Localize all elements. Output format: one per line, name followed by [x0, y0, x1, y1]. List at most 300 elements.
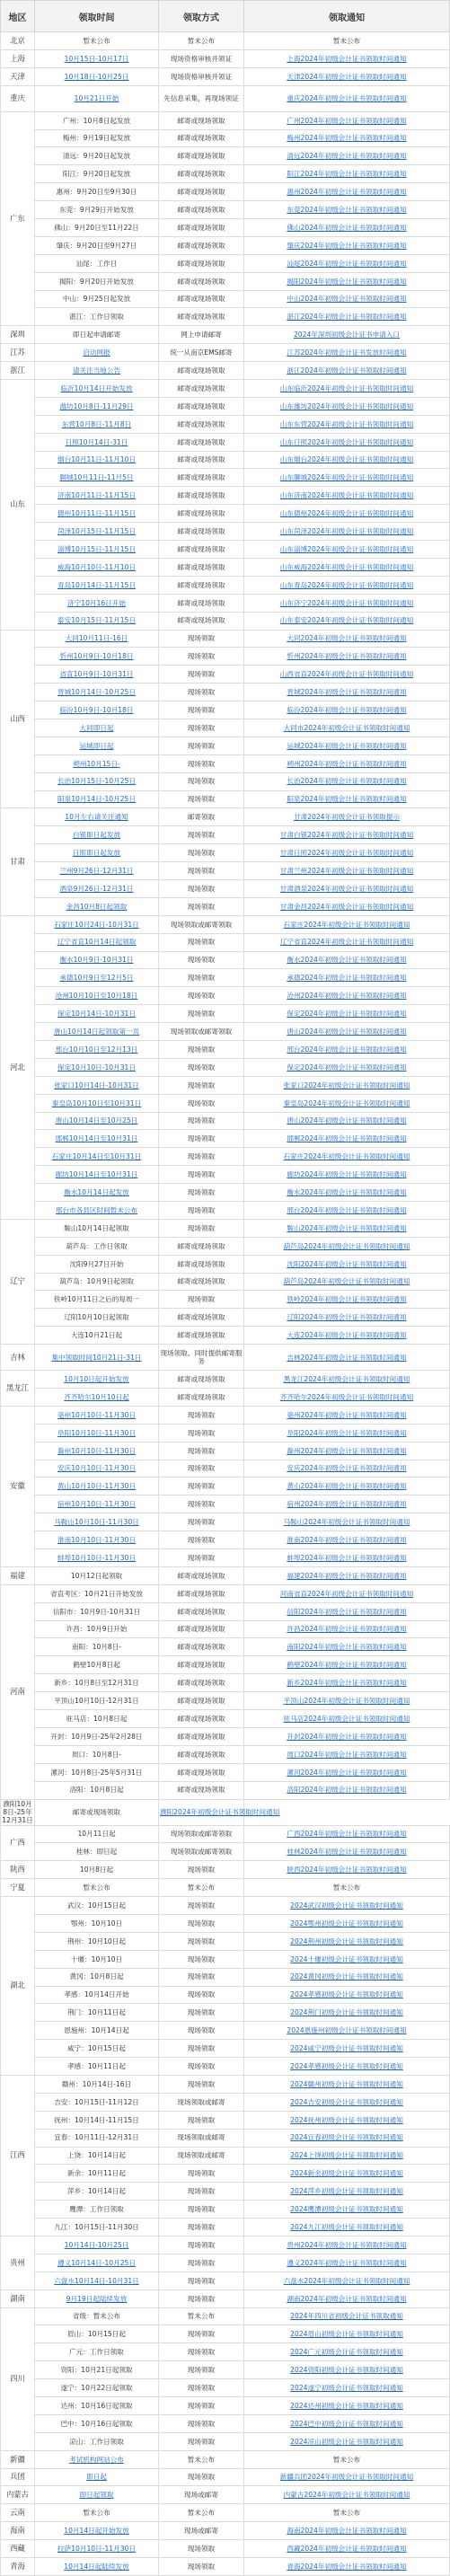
notice-link[interactable]: 2024武汉初级会计证书领取时间通知 [290, 1901, 403, 1910]
time-text: 资阳：10月21日起领取 [60, 2366, 133, 2375]
notice-link[interactable]: 揭阳2024年初级会计证书领取时间通知 [287, 277, 407, 286]
notice-link[interactable]: 大同2024年初级会计证书领取时间通知 [287, 634, 407, 643]
notice-link[interactable]: 山东日照2024年初级会计证书领取时间通知 [279, 437, 414, 446]
notice-link[interactable]: 2024广元初级会计证书领取时间通知 [290, 2348, 403, 2357]
notice-cell [244, 2379, 450, 2397]
time-link[interactable]: 大同10月11日-16日 [65, 634, 128, 643]
table-row [1, 2254, 450, 2272]
notice-link[interactable]: 保定2024年初级会计证书领取时间通知 [287, 1063, 407, 1072]
notice-link[interactable]: 齐齐哈尔2024年初级会计证书领取时间通知 [279, 1392, 414, 1401]
notice-link[interactable]: 2024巴中初级会计证书领取时间通知 [290, 2419, 403, 2428]
notice-link[interactable]: 2024鹰潭初级会计证书领取时间通知 [290, 2205, 403, 2214]
time-link[interactable]: 衡水10月9日-10月31日 [59, 956, 134, 965]
notice-link[interactable]: 湖南2024年初级会计证书领取时间通知 [287, 2294, 407, 2303]
notice-link[interactable]: 新乡2024年初级会计证书领取时间通知 [287, 1679, 407, 1688]
notice-link[interactable]: 朔州2024年初级会计证书领取时间通知 [287, 759, 407, 768]
notice-cell [244, 2058, 450, 2076]
time-link[interactable]: 朔州10月15日- [73, 759, 120, 768]
notice-link[interactable]: 山东菏泽2024年初级会计证书领取时间通知 [279, 527, 414, 535]
notice-link[interactable]: 山东济宁2024年初级会计证书领取时间通知 [279, 598, 414, 607]
method-cell: 现场领取 [159, 1968, 244, 1986]
notice-link[interactable]: 2024资阳初级会计证书领取时间通知 [290, 2366, 403, 2375]
method-cell: 邮寄或现场领取 [159, 505, 244, 523]
time-link[interactable]: 东营10月8日-11月8日 [61, 419, 132, 428]
method-cell: 先信息采集，再现场领证 [159, 85, 244, 111]
time-text: 省级：暂未公布 [72, 2312, 121, 2321]
time-link[interactable]: 拉萨10月10日-11月30日 [57, 2544, 136, 2553]
notice-link[interactable]: 桂林2024年初级会计证书领取时间通知 [287, 1848, 407, 1857]
notice-link[interactable]: 青海2024年初级会计证书领取时间通知 [287, 2562, 407, 2571]
notice-link[interactable]: 晋城2024年初级会计证书领取时间通知 [287, 688, 407, 697]
notice-link[interactable]: 山东聊城2024年初级会计证书领取时间通知 [279, 473, 414, 482]
notice-link[interactable]: 浙江2024年初级会计证书领取时间通知 [287, 366, 407, 375]
notice-cell [244, 308, 450, 326]
time-link[interactable]: 齐齐哈尔10月10日起 [64, 1392, 129, 1401]
time-link[interactable]: 10月21日开始 [74, 94, 119, 103]
time-text: 葫芦岛：10月9日起领取 [59, 1277, 134, 1286]
time-link[interactable]: 运城即日起 [79, 741, 114, 750]
notice-link[interactable]: 鹤壁2024年初级会计证书领取时间通知 [287, 1661, 407, 1670]
table-row [1, 201, 450, 219]
notice-cell [244, 1424, 450, 1442]
notice-link[interactable]: 2024新余初级会计证书领取时间通知 [290, 2169, 403, 2178]
time-link[interactable]: 日照即日起发放 [72, 849, 121, 858]
time-link[interactable]: 安庆10月10日-11月30日 [57, 1464, 136, 1473]
time-link[interactable]: 菏泽10月15日-11月15日 [57, 527, 136, 535]
notice-link[interactable]: 山东青岛2024年初级会计证书领取时间通知 [279, 580, 414, 589]
time-link[interactable]: 潍坊10月8日-11月29日 [59, 401, 134, 410]
notice-link[interactable]: 西藏2024年初级会计证书领取时间通知 [287, 2544, 407, 2553]
time-link[interactable]: 忻州10月9日-10月18日 [59, 652, 134, 661]
table-row [1, 2075, 450, 2093]
notice-cell [244, 1255, 450, 1273]
method-cell: 现场领取 [159, 951, 244, 969]
method-cell: 邮寄或现场领取 [159, 1781, 244, 1799]
notice-link[interactable]: 2024鄂州初级会计证书领取时间通知 [290, 1919, 403, 1928]
notice-link[interactable]: 内蒙古2024年初级会计证书领取时间通知 [283, 2491, 410, 2500]
notice-link[interactable]: 山东泰安2024年初级会计证书领取时间通知 [279, 616, 414, 625]
method-cell: 现场领取 [159, 1513, 244, 1531]
time-link[interactable]: 邢台10月10日至12月13日 [55, 1045, 138, 1054]
notice-link[interactable]: 汕尾2024年初级会计证书领取时间通知 [287, 259, 407, 268]
time-link[interactable]: 张家口10月14日-10月31日 [54, 1081, 139, 1090]
time-link[interactable]: 集中领取时间10月21日-31日 [51, 1353, 142, 1362]
time-text: 开封：10月9日-25年2月28日 [50, 1732, 143, 1741]
notice-link[interactable]: 廊坊2024年初级会计证书领取时间通知 [287, 1170, 407, 1179]
notice-link[interactable]: 辽阳2024年初级会计证书领取时间通知 [287, 1313, 407, 1322]
notice-link[interactable]: 甘肃酒泉2024年初级会计证书领取时间通知 [279, 884, 414, 893]
notice-link[interactable]: 大同市2024年初级会计证书领取时间通知 [283, 723, 410, 732]
time-link[interactable]: 阳泉10月14日-10月25日 [57, 795, 136, 804]
notice-link[interactable]: 阜阳2024年初级会计证书领取时间通知 [287, 1428, 407, 1437]
notice-link[interactable]: 衡水2024年初级会计证书领取时间通知 [287, 1187, 407, 1196]
notice-link[interactable]: 河南省直2024年初级会计证书领取时间通知 [279, 1589, 414, 1598]
method-cell: 邮寄或现场领取 [159, 236, 244, 254]
time-link[interactable]: 淄博10月15日-11月15日 [57, 544, 136, 553]
notice-cell [244, 487, 450, 505]
notice-link[interactable]: 海南2024年初级会计证书领取时间通知 [287, 2527, 407, 2536]
time-link[interactable]: 邢台市各县区时间暂未公布 [55, 1205, 138, 1214]
method-cell: 现场领取 [159, 987, 244, 1005]
notice-link[interactable]: 贵州2024年初级会计证书领取时间通知 [287, 2240, 407, 2249]
time-link[interactable]: 马鞍山10月10日-11月30日 [54, 1518, 139, 1527]
notice-link[interactable]: 张家口2024年初级会计证书领取时间通知 [283, 1081, 410, 1090]
method-cell: 邮寄或现场领取 [159, 415, 244, 433]
notice-link[interactable]: 甘肃2024年初级会计证书领取提示 [293, 813, 401, 822]
time-link[interactable]: 泰安10月15日-11月15日 [57, 616, 136, 625]
notice-link[interactable]: 保定2024年初级会计证书领取时间通知 [287, 1010, 407, 1019]
notice-link[interactable]: 2024十堰初级会计证书领取时间通知 [290, 1954, 403, 1963]
time-text: 周口：10月8日- [71, 1750, 122, 1759]
time-link[interactable]: 晋城10月14日-10月25日 [57, 688, 136, 697]
time-link[interactable]: 即日起 [86, 2473, 107, 2482]
method-cell: 邮寄或现场领取 [159, 111, 244, 129]
time-link[interactable]: 邯郸10月14日至10月31日 [55, 1134, 138, 1143]
table-row [1, 1692, 450, 1710]
time-cell [35, 1781, 159, 1799]
table-row [1, 1076, 450, 1094]
time-link[interactable]: 宿州10月10日-11月30日 [57, 1500, 136, 1509]
time-cell [1, 1799, 35, 1825]
notice-link[interactable]: 肇庆2024年初级会计证书领取时间通知 [287, 241, 407, 250]
notice-link[interactable]: 洛阳2024年初级会计证书领取时间通知 [287, 1786, 407, 1795]
notice-link[interactable]: 2024孝感初级会计证书领取时间通知 [290, 1990, 403, 1999]
time-link[interactable]: 10月14日起陆续发放 [64, 2562, 129, 2571]
notice-link[interactable]: 2024抚州初级会计证书领取时间通知 [290, 2115, 403, 2124]
notice-cell [244, 1112, 450, 1130]
time-link[interactable]: 衡水10月14日起发放 [64, 1187, 129, 1196]
table-row [1, 487, 450, 505]
time-link[interactable]: 金昌10月8日起领取 [66, 902, 128, 911]
time-cell [35, 1371, 159, 1389]
time-link[interactable]: 大同即日起 [79, 723, 114, 732]
notice-link[interactable]: 新疆兵团2024年初级会计证书领取时间通知 [279, 2473, 414, 2482]
time-link[interactable]: 日照10月14日-31日 [65, 437, 128, 446]
notice-link[interactable]: 2024恩施州初级会计证书领取时间通知 [287, 2026, 407, 2035]
notice-cell [244, 1219, 450, 1237]
notice-link[interactable]: 辽宁省直2024年初级会计证书领取时间通知 [279, 938, 414, 947]
notice-link[interactable]: 运城2024年初级会计证书领取时间通知 [287, 741, 407, 750]
notice-link[interactable]: 唐山2024年初级会计证书领取时间通知 [287, 1027, 407, 1036]
notice-link[interactable]: 沈阳2024年初级会计证书领取时间通知 [287, 1259, 407, 1268]
table-row [1, 2307, 450, 2325]
method-cell: 邮寄或现场领取 [159, 397, 244, 415]
notice-link[interactable]: 驻马店2024年初级会计证书领取时间通知 [283, 1714, 410, 1723]
notice-link[interactable]: 阳泉2024年初级会计证书领取时间通知 [287, 795, 407, 804]
notice-cell [244, 1914, 450, 1932]
time-cell [35, 844, 159, 862]
notice-link[interactable]: 邢台2024年初级会计证书领取时间通知 [287, 1045, 407, 1054]
notice-link[interactable]: 天津2024年初级会计证书领取时间通知 [287, 72, 407, 81]
notice-link[interactable]: 陕西2024年初级会计证书领取时间通知 [287, 1866, 407, 1875]
method-cell: 现场领取 [159, 1531, 244, 1549]
time-link[interactable]: 兰州9月26日-12月31日 [59, 866, 134, 875]
notice-link[interactable]: 黄山2024年初级会计证书领取时间通知 [287, 1482, 407, 1491]
notice-link[interactable]: 亳州2024年初级会计证书领取时间通知 [287, 1410, 407, 1419]
notice-link[interactable]: 2024荆州初级会计证书领取时间通知 [290, 1936, 403, 1945]
method-cell: 现场领取 [159, 2022, 244, 2040]
time-link[interactable]: 亳州10月10日-11月30日 [57, 1410, 136, 1419]
notice-link[interactable]: 山东威海2024年初级会计证书领取时间通知 [279, 562, 414, 571]
time-cell [35, 2450, 159, 2468]
method-cell: 邮寄或现场领取 [159, 254, 244, 272]
time-link[interactable]: 阜阳10月10日-11月30日 [57, 1428, 136, 1437]
notice-link[interactable]: 广西2024年初级会计证书领取时间通知 [287, 1830, 407, 1839]
notice-link[interactable]: 上海2024年初级会计证书领取时间通知 [287, 54, 407, 63]
time-link[interactable]: 秦皇岛10月10日至10月31日 [51, 1098, 142, 1107]
time-link[interactable]: 10月10日起开始发放 [64, 1374, 129, 1383]
time-link[interactable]: 蚌埠10月10日-11月30日 [57, 1553, 136, 1562]
time-link[interactable]: 聊城10月11日-11月5日 [59, 473, 134, 482]
time-link[interactable]: 沧州10月10日至10月18日 [55, 992, 138, 1001]
time-cell [35, 915, 159, 933]
notice-link[interactable]: 2024萍乡初级会计证书领取时间通知 [290, 2187, 403, 2196]
time-link[interactable]: 请关注当地公告 [72, 366, 121, 375]
notice-link[interactable]: 长治2024年初级会计证书领取时间通知 [287, 777, 407, 786]
time-cell [35, 2272, 159, 2289]
notice-link[interactable]: 山东淄博2024年初级会计证书领取时间通知 [279, 544, 414, 553]
notice-link[interactable]: 山东东营2024年初级会计证书领取时间通知 [279, 419, 414, 428]
notice-link[interactable]: 平顶山2024年初级会计证书领取时间通知 [283, 1697, 410, 1705]
time-link[interactable]: 白银即日起发放 [72, 831, 121, 840]
notice-link[interactable]: 甘肃日照2024年初级会计证书领取时间通知 [279, 849, 414, 858]
notice-link[interactable]: 东莞2024年初级会计证书领取时间通知 [287, 205, 407, 214]
notice-link[interactable]: 沧州2024年初级会计证书领取时间通知 [287, 992, 407, 1001]
time-link[interactable]: 保定10月10日-10月31日 [57, 1063, 136, 1072]
notice-link[interactable]: 重庆2024年初级会计证书领取时间通知 [287, 94, 407, 103]
notice-link[interactable]: 山东潍坊2024年初级会计证书领取时间通知 [279, 401, 414, 410]
notice-link[interactable]: 2024吉安初级会计证书领取时间通知 [290, 2097, 403, 2106]
time-text: 荆门：10月11日起 [67, 2008, 126, 2017]
notice-link[interactable]: 开封2024年初级会计证书领取时间通知 [287, 1732, 407, 1741]
time-link[interactable]: 10月14日-10月25日 [64, 2240, 129, 2249]
notice-link[interactable]: 邢台2024年初级会计证书领取时间通知 [287, 1205, 407, 1214]
region-cell: 重庆 [1, 85, 35, 111]
method-cell: 统一从南京EMS邮寄 [159, 344, 244, 362]
notice-link[interactable]: 山东临沂2024年初级会计证书领取时间通知 [279, 384, 414, 393]
time-link[interactable]: 9月19日起陆续发放 [66, 2294, 128, 2303]
notice-link[interactable]: 铁岭2024年初级会计证书领取时间通知 [287, 1295, 407, 1304]
time-link[interactable]: 考试机构网站公布 [69, 2455, 124, 2464]
table-row [1, 754, 450, 772]
time-link[interactable]: 淮南10月10日-11月30日 [57, 1535, 136, 1544]
notice-link[interactable]: 阳江2024年初级会计证书领取时间通知 [287, 170, 407, 179]
time-text: 铁岭10月11日之后的每周一 [53, 1295, 140, 1304]
time-link[interactable]: 遵义10月14日-10月25日 [57, 2258, 136, 2267]
time-link[interactable]: 黄山10月10日-11月30日 [57, 1482, 136, 1491]
notice-link[interactable]: 2024黄冈初级会计证书领取时间通知 [290, 1972, 403, 1981]
time-link[interactable]: 德州10月11日-11月15日 [57, 509, 136, 518]
time-link[interactable]: 长治10月15日-10月25日 [57, 777, 136, 786]
notice-cell [244, 1692, 450, 1710]
notice-link[interactable]: 2024荆门初级会计证书领取时间通知 [290, 2008, 403, 2017]
notice-link[interactable]: 中山2024年初级会计证书领取时间通知 [287, 295, 407, 304]
notice-link[interactable]: 山东烟台2024年初级会计证书领取时间通知 [279, 455, 414, 464]
time-link[interactable]: 济宁10月16日开始 [67, 598, 126, 607]
time-link[interactable]: 威海10月10日-11月10日 [57, 562, 136, 571]
notice-link[interactable]: 2024赣州初级会计证书领取时间通知 [290, 2079, 403, 2088]
time-link[interactable]: 滁州10月10日-11月30日 [57, 1446, 136, 1455]
notice-cell [244, 1327, 450, 1345]
notice-link[interactable]: 秦皇岛2024年初级会计证书领取时间通知 [283, 1098, 410, 1107]
notice-cell [244, 1130, 450, 1148]
time-cell [35, 987, 159, 1005]
notice-link[interactable]: 2024年四川省初级会计证书领取通知 [290, 2312, 403, 2321]
notice-link[interactable]: 葫芦岛2024年初级会计证书领取时间通知 [283, 1241, 410, 1250]
notice-link[interactable]: 遵义2024年初级会计证书领取时间通知 [287, 2258, 407, 2267]
notice-cell [244, 451, 450, 469]
notice-link[interactable]: 2024年深圳初级会计证书申请入口 [293, 331, 401, 340]
notice-link[interactable]: 吉林2024年初级会计证书领取时间通知 [287, 1353, 407, 1362]
notice-link[interactable]: 周口2024年初级会计证书领取时间通知 [287, 1750, 407, 1759]
notice-link[interactable]: 山东德州2024年初级会计证书领取时间通知 [279, 509, 414, 518]
notice-link[interactable]: 葫芦岛2024年初级会计证书领取时间通知 [283, 1277, 410, 1286]
notice-link[interactable]: 甘肃金昌2024年初级会计证书领取时间通知 [279, 902, 414, 911]
notice-link[interactable]: 安庆2024年初级会计证书领取时间通知 [287, 1464, 407, 1473]
time-cell [35, 2075, 159, 2093]
table-row [1, 737, 450, 754]
time-link[interactable]: 承德10月9日至12月5日 [59, 974, 134, 983]
notice-link[interactable]: 2024宜春初级会计证书领取时间通知 [290, 2133, 403, 2142]
method-cell: 邮寄或现场领取 [159, 594, 244, 612]
notice-cell [244, 648, 450, 666]
time-cell [35, 1023, 159, 1041]
time-cell [35, 1602, 159, 1620]
notice-link[interactable]: 2024遂宁初级会计证书领取时间通知 [290, 2383, 403, 2392]
notice-link[interactable]: 2024眉山初级会计证书领取时间通知 [290, 2330, 403, 2339]
method-cell: 现场领取 [159, 2432, 244, 2450]
notice-link[interactable]: 2024咸宁初级会计证书领取时间通知 [290, 2044, 403, 2053]
notice-link[interactable]: 南阳2024年初级会计证书领取时间通知 [287, 1643, 407, 1652]
time-link[interactable]: 临沂10月14日开始发放 [60, 384, 133, 393]
time-link[interactable]: 唐山10月14日至10月25日 [55, 1116, 138, 1125]
time-link[interactable]: 烟台10月11日-11月10日 [57, 455, 136, 464]
time-link[interactable]: 唐山10月14日起领取第一页 [53, 1027, 140, 1036]
method-cell: 邮寄或现场领取 [159, 487, 244, 505]
time-text: 鹰潭：工作日领取 [69, 2205, 124, 2214]
notice-link[interactable]: 2024孝感初级会计证书领取时间通知 [290, 2061, 403, 2070]
time-link[interactable]: 石家庄10月14日至10月31日 [51, 1152, 142, 1161]
notice-link[interactable]: 滁州2024年初级会计证书领取时间通知 [287, 1446, 407, 1455]
notice-link[interactable]: 石家庄2024年初级会计证书领取时间通知 [283, 1152, 410, 1161]
time-link[interactable]: 廊坊10月14日至10月31日 [55, 1170, 138, 1179]
notice-link[interactable]: 山东济南2024年初级会计证书领取时间通知 [279, 491, 414, 500]
region-cell: 青海 [1, 2558, 35, 2576]
notice-link[interactable]: 甘肃白银2024年初级会计证书领取时间通知 [279, 831, 414, 840]
method-cell: 现场领取 [159, 630, 244, 648]
notice-link[interactable]: 2024凉山初级会计证书领取时间通知 [290, 2437, 403, 2446]
time-link[interactable]: 即日起领取 [79, 2491, 114, 2500]
notice-link[interactable]: 鞍山2024年初级会计证书领取时间通知 [287, 1223, 407, 1232]
table-row [1, 67, 450, 85]
notice-link[interactable]: 石家庄2024年初级会计证书领取时间通知 [283, 920, 410, 929]
time-cell [35, 111, 159, 129]
time-text: 佛山：9月20日至11月22日 [54, 223, 139, 232]
table-row [1, 1273, 450, 1291]
notice-link[interactable]: 许昌2024年初级会计证书领取时间通知 [287, 1625, 407, 1634]
method-cell: 现场领取 [159, 969, 244, 987]
method-cell: 现场领取 [159, 2058, 244, 2076]
notice-cell [244, 1442, 450, 1460]
notice-link[interactable]: 2024达州初级会计证书领取时间通知 [290, 2401, 403, 2410]
time-link[interactable]: 省直10月9日-10月31日 [59, 670, 134, 679]
time-link[interactable]: 青岛10月14日-11月15日 [57, 580, 136, 589]
time-link[interactable]: 辽宁省直10月14日起领取 [57, 938, 137, 947]
time-text: 恩施州：10月14日起 [64, 2026, 129, 2035]
time-text: 中山：9月25日起发放 [62, 295, 131, 304]
notice-link[interactable]: 信阳2024年初级会计证书领取时间通知 [287, 1607, 407, 1616]
time-text: 10月8日起 [79, 1866, 114, 1875]
notice-link[interactable]: 衡水2024年初级会计证书领取时间通知 [287, 956, 407, 965]
notice-link[interactable]: 蚌埠2024年初级会计证书领取时间通知 [287, 1553, 407, 1562]
notice-link[interactable]: 福建2024年初级会计证书领取时间通知 [287, 1571, 407, 1580]
time-link[interactable]: 济南10月11日-11月15日 [57, 491, 136, 500]
table-row [1, 2272, 450, 2289]
time-link[interactable]: 启动网报 [83, 348, 110, 357]
notice-link[interactable]: 邯郸2024年初级会计证书领取时间通知 [287, 1134, 407, 1143]
table-row [1, 2343, 450, 2361]
notice-link[interactable]: 梅州2024年初级会计证书领取时间通知 [287, 134, 407, 143]
notice-link[interactable]: 2024九江初级会计证书领取时间通知 [290, 2222, 403, 2231]
notice-link[interactable]: 山西省直2024年初级会计证书领取时间通知 [279, 670, 414, 679]
notice-link[interactable]: 漯河2024年初级会计证书领取时间通知 [287, 1768, 407, 1777]
table-row [1, 2183, 450, 2201]
notice-link[interactable]: 宿州2024年初级会计证书领取时间通知 [287, 1500, 407, 1509]
time-link[interactable]: 临汾10月9日-10月18日 [59, 705, 134, 714]
notice-link[interactable]: 淮南2024年初级会计证书领取时间通知 [287, 1535, 407, 1544]
time-link[interactable]: 石家庄10月24日-10月31日 [54, 920, 139, 929]
notice-link[interactable]: 广州2024年初级会计证书领取时间通知 [287, 116, 407, 125]
time-link[interactable]: 保定10月14日-10月31日 [57, 1010, 136, 1019]
time-link[interactable]: 10月15日-10月17日 [64, 54, 129, 63]
time-link[interactable]: 六盘水10月14日-10月31日 [54, 2276, 139, 2285]
method-cell: 现场领取、同时提供邮寄服务 [159, 1345, 244, 1371]
time-cell [35, 2111, 159, 2129]
table-row [1, 111, 450, 129]
method-cell: 现场领取 [159, 1932, 244, 1950]
time-link[interactable]: 10月左右请关注通知 [65, 813, 128, 822]
notice-link[interactable]: 黑龙江2024年初级会计证书领取时间通知 [283, 1374, 410, 1383]
notice-link[interactable]: 濮阳2024年初级会计证书领取时间通知 [160, 1807, 280, 1816]
method-cell: 现场领取 [159, 1861, 244, 1879]
notice-link[interactable]: 马鞍山2024年初级会计证书领取时间通知 [283, 1518, 410, 1527]
notice-link[interactable]: 惠州2024年初级会计证书领取时间通知 [287, 188, 407, 197]
time-text: 达州：10月16日起领取 [60, 2401, 133, 2410]
notice-link[interactable]: 清远2024年初级会计证书领取时间通知 [287, 152, 407, 161]
notice-link[interactable]: 临汾2024年初级会计证书领取时间通知 [287, 705, 407, 714]
method-cell: 现场领取 [159, 2343, 244, 2361]
notice-link[interactable]: 忻州2024年初级会计证书领取时间通知 [287, 652, 407, 661]
notice-link[interactable]: 大连2024年初级会计证书领取时间通知 [287, 1331, 407, 1340]
table-row [1, 129, 450, 147]
time-link[interactable]: 10月14日起开始发放 [64, 2527, 129, 2536]
notice-link[interactable]: 湛江2024年初级会计证书领取时间通知 [287, 313, 407, 322]
notice-link[interactable]: 唐山2024年初级会计证书领取时间通知 [287, 1116, 407, 1125]
table-row [1, 879, 450, 897]
notice-link[interactable]: 承德2024年初级会计证书领取时间通知 [287, 974, 407, 983]
notice-link[interactable]: 甘肃兰州2024年初级会计证书领取时间通知 [279, 866, 414, 875]
method-cell: 现场领取 [159, 2254, 244, 2272]
method-cell: 邮寄或现场领取 [159, 1273, 244, 1291]
time-cell [35, 1184, 159, 1202]
time-link[interactable]: 酒泉9月26日-12月31日 [59, 884, 134, 893]
notice-link[interactable]: 佛山2024年初级会计证书领取时间通知 [287, 223, 407, 232]
time-cell [35, 505, 159, 523]
notice-link[interactable]: 六盘水2024年初级会计证书领取时间通知 [283, 2276, 410, 2285]
notice-link[interactable]: 江苏2024年初级会计证书发放时间通知 [287, 348, 407, 357]
notice-link[interactable]: 2024上饶初级会计证书领取时间通知 [290, 2151, 403, 2160]
time-link[interactable]: 10月18日-10月25日 [64, 72, 129, 81]
